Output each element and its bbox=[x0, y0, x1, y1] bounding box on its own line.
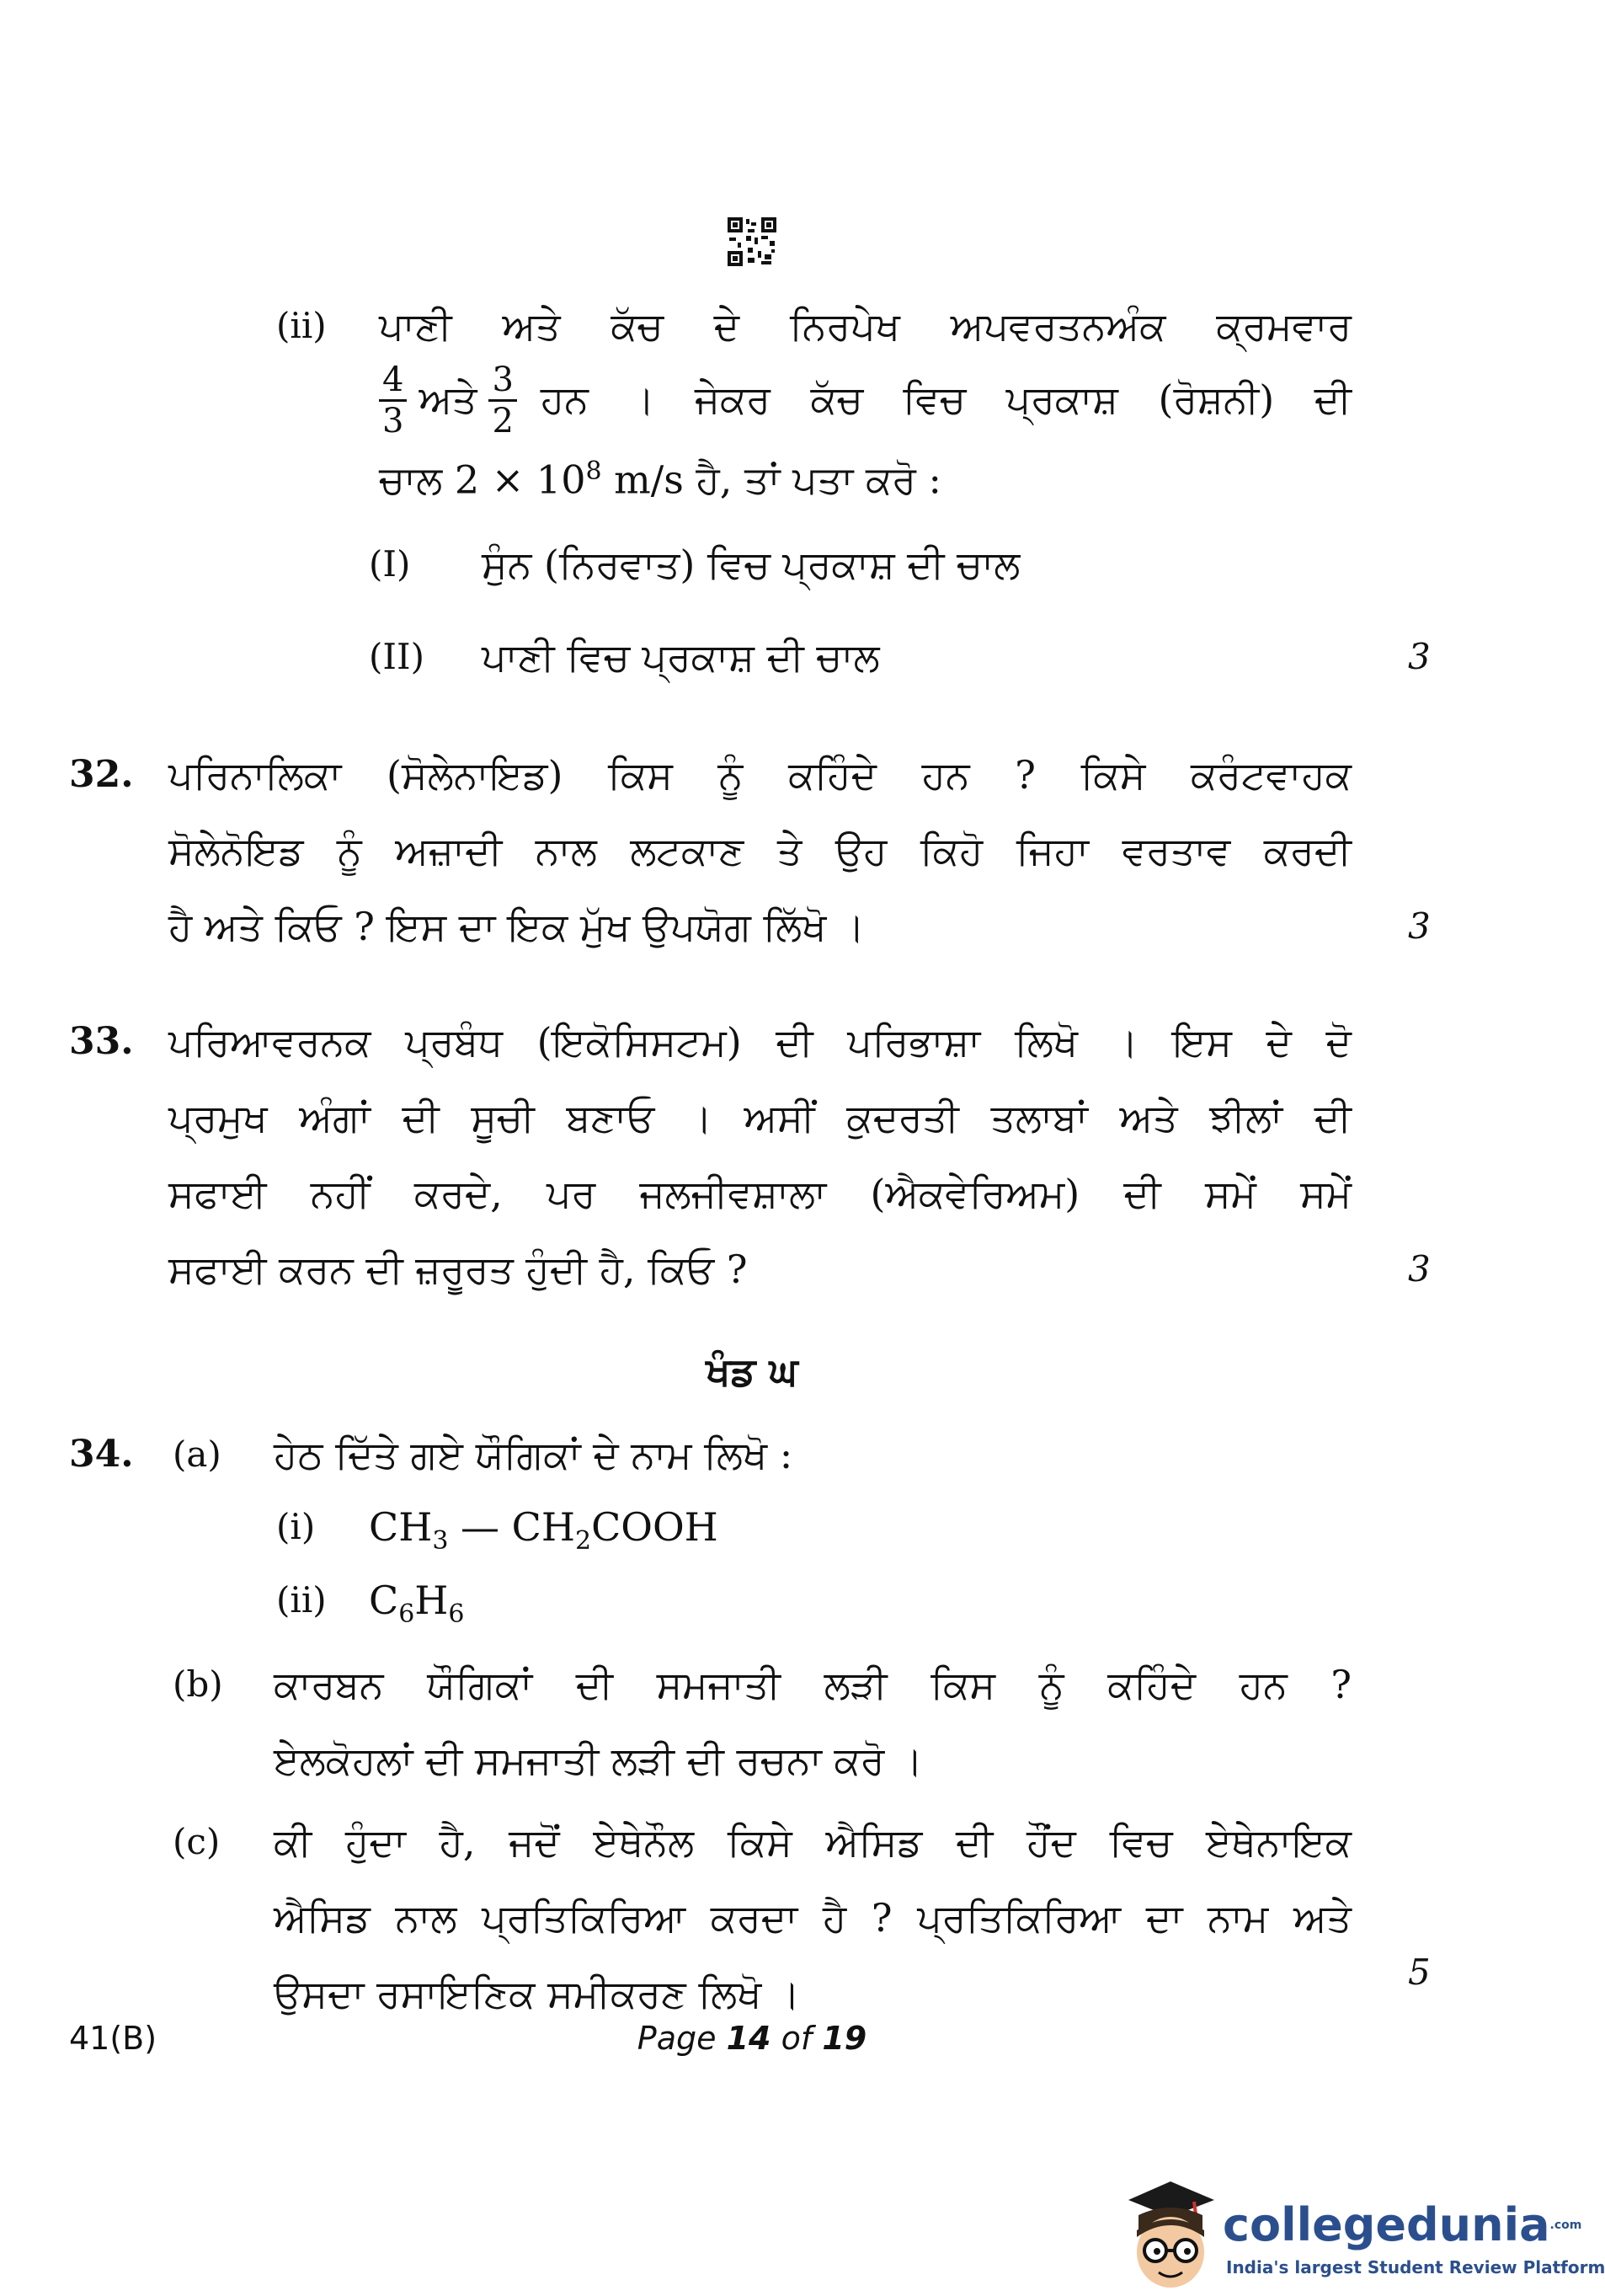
q31-ii-line3 bbox=[379, 438, 941, 513]
formula-part: — CH bbox=[448, 1504, 575, 1550]
q32-line: ਸੋਲੇਨੋਇਡ ਨੂੰ ਅਜ਼ਾਦੀ ਨਾਲ ਲਟਕਾਣ ਤੇ ਉਹ ਕਿਹੋ ਜਿਹਾ ਵਰਤਾਵ ਕਰਦੀ bbox=[168, 828, 1352, 873]
q34-c-line: ਐਸਿਡ ਨਾਲ ਪ੍ਰਤਿਕਿਰਿਆ ਕਰਦਾ ਹੈ ? ਪ੍ਰਤਿਕਿਰਿਆ ਦਾ ਨਾਮ ਅਤੇ bbox=[274, 1895, 1352, 1941]
q33-number: 33. bbox=[69, 1020, 134, 1063]
q31-ii-I-text: ਸੁੰਨ (ਨਿਰਵਾਤ) ਵਿਚ ਪ੍ਰਕਾਸ਼ ਦੀ ਚਾਲ bbox=[482, 542, 1021, 587]
formula-subscript: 2 bbox=[574, 1526, 592, 1556]
fraction-denominator: 2 bbox=[492, 401, 514, 441]
logo-name: collegedunia bbox=[1223, 2198, 1550, 2251]
q31-ii-line1: ਪਾਣੀ ਅਤੇ ਕੱਚ ਦੇ ਨਿਰਪੇਖ ਅਪਵਰਤਨਅੰਕ ਕ੍ਰਮਵਾਰ bbox=[379, 303, 1352, 349]
formula-subscript: 3 bbox=[432, 1526, 449, 1556]
q34-number: 34. bbox=[69, 1433, 134, 1476]
formula-benzene bbox=[369, 1562, 465, 1653]
q33-line: ਸਫਾਈ ਕਰਨ ਦੀ ਜ਼ਰੂਰਤ ਹੁੰਦੀ ਹੈ, ਕਿਓ ? bbox=[168, 1247, 748, 1292]
qr-code-icon bbox=[728, 217, 776, 266]
q31-marks: 3 bbox=[1408, 636, 1431, 677]
page-total: 19 bbox=[822, 2020, 867, 2057]
q34-c-text bbox=[274, 1804, 1352, 2032]
formula-part: COOH bbox=[591, 1504, 718, 1550]
q31-ii-I-label: (I) bbox=[369, 543, 411, 585]
formula-part: C bbox=[369, 1578, 399, 1623]
q33-line: ਸਫਾਈ ਨਹੀਂ ਕਰਦੇ, ਪਰ ਜਲਜੀਵਸ਼ਾਲਾ (ਐਕਵੇਰਿਅਮ) ਦੀ ਸਮੇਂ ਸਮੇਂ bbox=[168, 1171, 1352, 1216]
q32-text bbox=[168, 737, 1352, 964]
q31-ii-II-text: ਪਾਣੀ ਵਿਚ ਪ੍ਰਕਾਸ਼ ਦੀ ਚਾਲ bbox=[482, 634, 880, 680]
q34-a-text: ਹੇਠ ਦਿੱਤੇ ਗਏ ਯੌਗਿਕਾਂ ਦੇ ਨਾਮ ਲਿਖੋ : bbox=[274, 1432, 793, 1477]
q34-c-line: ਉਸਦਾ ਰਸਾਇਣਿਕ ਸਮੀਕਰਣ ਲਿਖੋ । bbox=[274, 1971, 801, 2016]
speed-suffix: m/s ਹੈ, ਤਾਂ ਪਤਾ ਕਰੋ : bbox=[601, 457, 941, 503]
q34-a-ii-label: (ii) bbox=[276, 1579, 327, 1621]
q33-text bbox=[168, 1004, 1352, 1307]
formula-subscript: 6 bbox=[398, 1599, 415, 1630]
q33-marks: 3 bbox=[1408, 1248, 1431, 1289]
q34-a-i-label: (i) bbox=[276, 1506, 316, 1547]
q34-b-text bbox=[274, 1647, 1352, 1798]
page-of: of bbox=[781, 2020, 813, 2057]
fraction-numerator: 3 bbox=[488, 360, 516, 402]
q32-line: ਪਰਿਨਾਲਿਕਾ (ਸੋਲੇਨਾਇਡ) ਕਿਸ ਨੂੰ ਕਹਿੰਦੇ ਹਨ ? ਕਿਸੇ ਕਰੰਟਵਾਹਕ bbox=[168, 752, 1352, 798]
q34-b-line: ਏਲਕੋਹਲਾਂ ਦੀ ਸਮਜਾਤੀ ਲੜੀ ਦੀ ਰਚਨਾ ਕਰੋ । bbox=[274, 1738, 924, 1783]
formula-part: H bbox=[414, 1578, 449, 1623]
logo-tagline: India's largest Student Review Platform bbox=[1226, 2257, 1605, 2277]
q34-b-line: ਕਾਰਬਨ ਯੌਗਿਕਾਂ ਦੀ ਸਮਜਾਤੀ ਲੜੀ ਕਿਸ ਨੂੰ ਕਹਿੰਦੇ ਹਨ ? bbox=[274, 1662, 1352, 1707]
q31-ii-and: ਅਤੇ bbox=[419, 376, 477, 422]
q31-ii-II-label: (II) bbox=[369, 636, 424, 677]
speed-prefix: ਚਾਲ 2 × 10 bbox=[379, 457, 586, 503]
exponent: 8 bbox=[585, 457, 602, 486]
q34-b-label: (b) bbox=[173, 1663, 223, 1705]
page-current: 14 bbox=[726, 2020, 771, 2057]
fraction-numerator: 4 bbox=[379, 360, 407, 402]
q32-line: ਹੈ ਅਤੇ ਕਿਓ ? ਇਸ ਦਾ ਇਕ ਮੁੱਖ ਉਪਯੋਗ ਲਿੱਖੋ । bbox=[168, 904, 866, 949]
formula-part: CH bbox=[369, 1504, 433, 1550]
logo-domain: .com bbox=[1549, 2219, 1582, 2232]
q31-ii-line2 bbox=[379, 354, 1352, 446]
q34-a-label: (a) bbox=[173, 1434, 221, 1475]
q33-line: ਪ੍ਰਮੁਖ ਅੰਗਾਂ ਦੀ ਸੂਚੀ ਬਣਾਓ । ਅਸੀਂ ਕੁਦਰਤੀ ਤਲਾਬਾਂ ਅਤੇ ਝੀਲਾਂ ਦੀ bbox=[168, 1095, 1352, 1140]
fraction-4-3 bbox=[379, 360, 407, 441]
page-word: Page bbox=[637, 2020, 717, 2057]
q34-c-line: ਕੀ ਹੁੰਦਾ ਹੈ, ਜਦੋਂ ਏਥੇਨੌਲ ਕਿਸੇ ਐਸਿਡ ਦੀ ਹੌਂਦ ਵਿਚ ਏਥੇਨਾਇਕ bbox=[274, 1819, 1352, 1865]
q31-ii-line2-text: ਹਨ । ਜੇਕਰ ਕੱਚ ਵਿਚ ਪ੍ਰਕਾਸ਼ (ਰੋਸ਼ਨੀ) ਦੀ bbox=[540, 376, 1352, 422]
formula-subscript: 6 bbox=[448, 1599, 465, 1630]
logo-wordmark bbox=[1223, 2200, 1581, 2251]
section-heading: ਖੰਡ ਘ bbox=[706, 1348, 798, 1394]
fraction-3-2 bbox=[488, 360, 516, 441]
q32-number: 32. bbox=[69, 753, 134, 796]
paper-code: 41(B) bbox=[69, 2020, 157, 2057]
q33-line: ਪਰਿਆਵਰਨਕ ਪ੍ਰਬੰਧ (ਇਕੋਸਿਸਟਮ) ਦੀ ਪਰਿਭਾਸ਼ਾ ਲਿਖੋ । ਇਸ ਦੇ ਦੋ bbox=[168, 1019, 1352, 1065]
q34-c-label: (c) bbox=[173, 1821, 221, 1862]
q32-marks: 3 bbox=[1408, 905, 1431, 947]
q34-marks: 5 bbox=[1408, 1952, 1431, 1993]
mascot-logo-icon bbox=[1120, 2175, 1221, 2296]
page-number bbox=[0, 2020, 1504, 2057]
fraction-denominator: 3 bbox=[382, 401, 404, 441]
q31-ii-label: (ii) bbox=[276, 305, 327, 346]
